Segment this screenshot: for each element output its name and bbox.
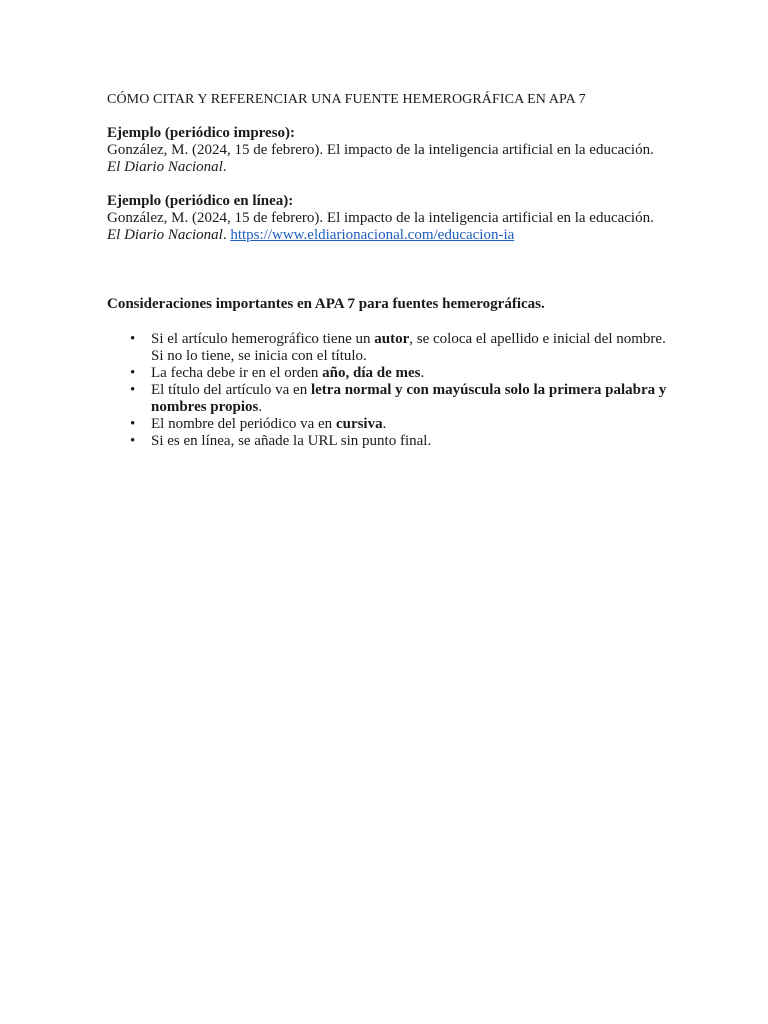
- bullet-icon: •: [130, 331, 136, 347]
- list-item: • La fecha debe ir en el orden año, día de mes.: [130, 365, 425, 381]
- bullet-icon: •: [130, 382, 136, 398]
- example-online: [107, 193, 667, 244]
- document-title: CÓMO CITAR Y REFERENCIAR UNA FUENTE HEMEROGRÁFICA EN APA 7: [107, 92, 586, 107]
- list-item: • El título del artículo va en letra normal y con mayúscula solo la primera palabra y nombres propios.: [130, 382, 667, 415]
- considerations-heading: Consideraciones importantes en APA 7 para fuentes hemerográficas.: [107, 296, 545, 312]
- example-printed: [107, 125, 667, 176]
- reference-end: .: [222, 227, 231, 243]
- reference-end: .: [222, 159, 227, 175]
- reference-url-link[interactable]: https://www.eldiarionacional.com/educacion-ia: [230, 227, 515, 243]
- list-item: • El nombre del periódico va en cursiva.: [130, 416, 387, 432]
- considerations-list: [107, 331, 667, 450]
- example-online-heading: Ejemplo (periódico en línea):: [107, 193, 294, 209]
- bullet-icon: •: [130, 365, 136, 381]
- reference-text: González, M. (2024, 15 de febrero). El impacto de la inteligencia artificial en la educación.: [107, 142, 654, 158]
- example-online-reference: [107, 210, 667, 244]
- document-content: [107, 91, 667, 450]
- newspaper-name: El Diario Nacional: [107, 227, 223, 243]
- example-printed-reference: [107, 142, 667, 176]
- list-item: • Si es en línea, se añade la URL sin punto final.: [130, 433, 432, 449]
- bullet-icon: •: [130, 416, 136, 432]
- reference-text: González, M. (2024, 15 de febrero). El impacto de la inteligencia artificial en la educación.: [107, 210, 654, 226]
- list-item: • Si el artículo hemerográfico tiene un autor, se coloca el apellido e inicial del nombre. Si no lo tiene, se inicia con el título.: [130, 331, 666, 364]
- example-printed-heading: Ejemplo (periódico impreso):: [107, 125, 296, 141]
- newspaper-name: El Diario Nacional: [107, 159, 223, 175]
- bullet-icon: •: [130, 433, 136, 449]
